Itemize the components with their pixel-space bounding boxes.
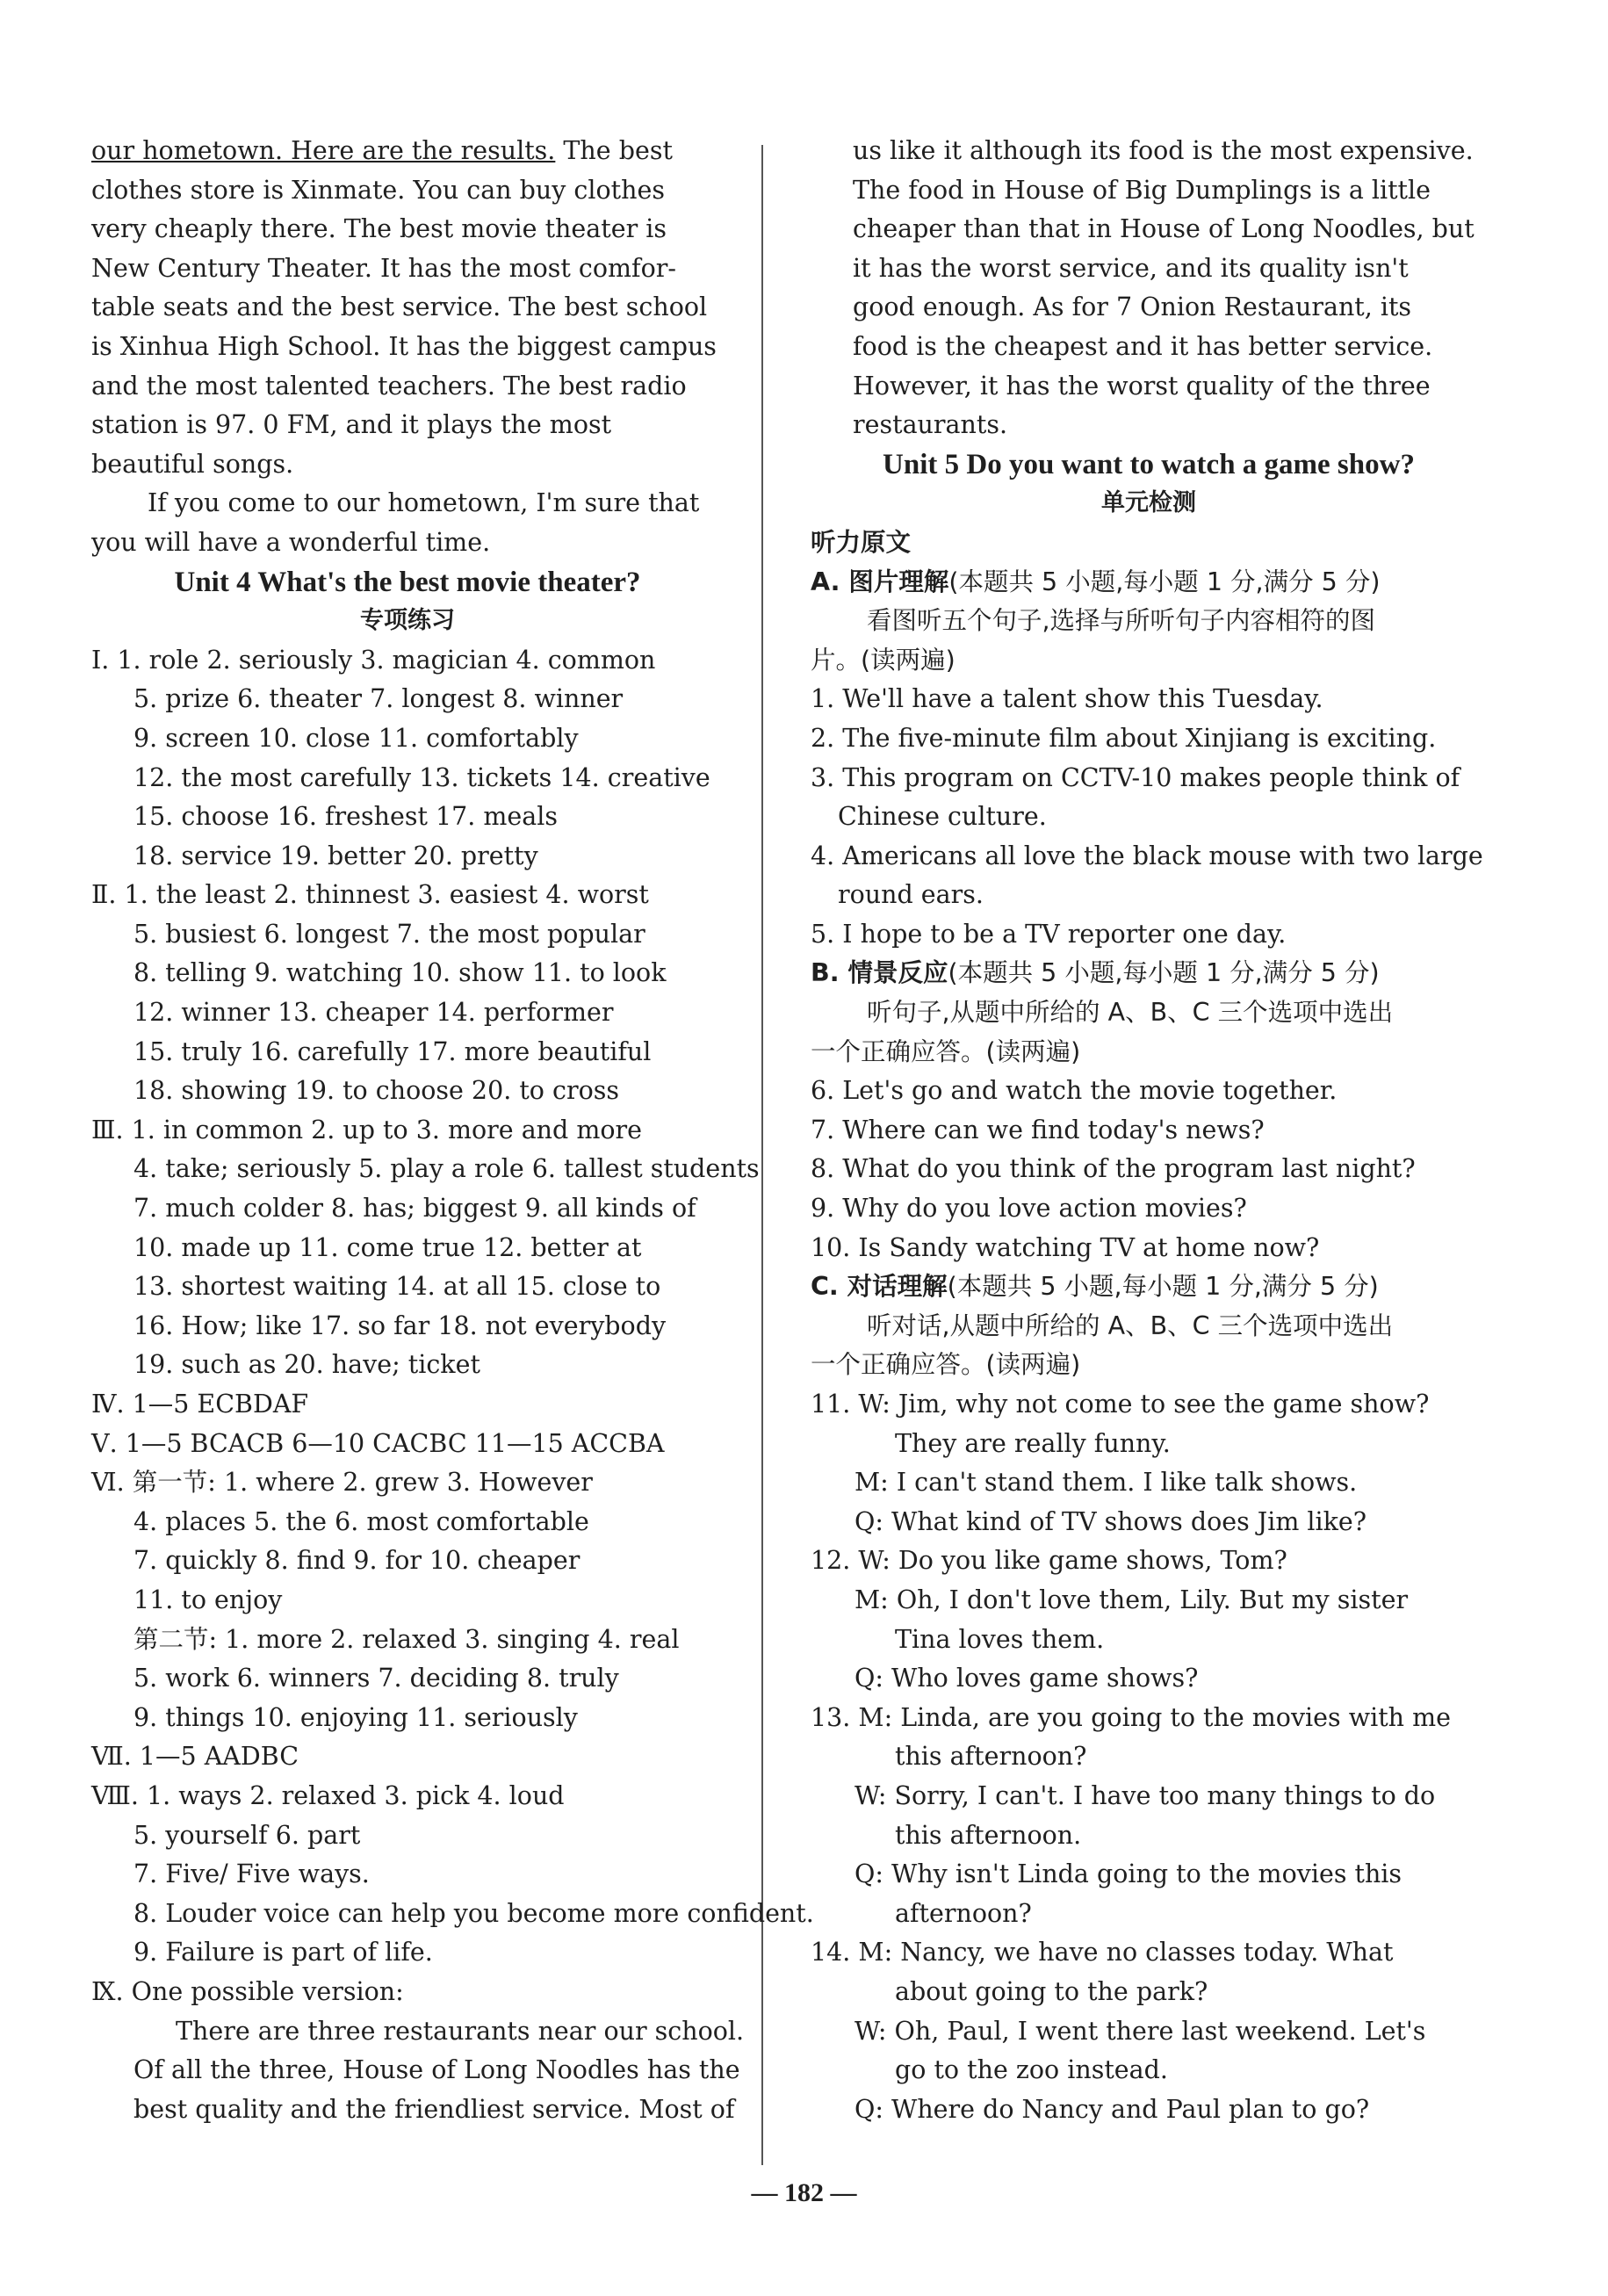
text-line: very cheaply there. The best movie theater is [91, 214, 667, 244]
column-divider [761, 145, 763, 2165]
answer-line: 15. choose 16. freshest 17. meals [133, 802, 558, 832]
answer-line: Ⅲ. 1. in common 2. up to 3. more and more [91, 1115, 643, 1144]
listening-item: 1. We'll have a talent show this Tuesday. [811, 684, 1323, 714]
answer-line: 7. much colder 8. has; biggest 9. all kinds of [133, 1194, 696, 1224]
dialogue-line: Q: Who loves game shows? [854, 1664, 1199, 1693]
section-a-heading: A. 图片理解(本题共 5 小题,每小题 1 分,满分 5 分) [811, 567, 1381, 596]
dialogue-line: go to the zoo instead. [895, 2055, 1168, 2085]
answer-line: best quality and the friendliest service. Most of [133, 2094, 735, 2124]
dialogue-line: 11. W: Jim, why not come to see the game show? [811, 1390, 1430, 1419]
answer-line: 16. How; like 17. so far 18. not everybody [133, 1310, 667, 1340]
text-line: table seats and the best service. The best school [91, 292, 708, 322]
answer-line: 4. places 5. the 6. most comfortable [133, 1506, 589, 1536]
answer-line: Ⅸ. One possible version: [91, 1976, 404, 2006]
dialogue-line: W: Sorry, I can't. I have too many things to do [854, 1780, 1436, 1810]
answer-line: 11. to enjoy [133, 1585, 283, 1614]
section-a-instruction: 片。(读两遍) [811, 645, 955, 675]
answer-line: 19. such as 20. have; ticket [133, 1350, 480, 1380]
dialogue-line: 14. M: Nancy, we have no classes today. What [811, 1938, 1394, 1967]
answer-line: 7. Five/ Five ways. [133, 1859, 370, 1889]
answer-line: Ⅰ. 1. role 2. seriously 3. magician 4. common [91, 645, 656, 675]
answer-line: Ⅵ. 第一节: 1. where 2. grew 3. However [91, 1468, 593, 1498]
answer-line: 4. take; seriously 5. play a role 6. tallest students [133, 1154, 760, 1184]
answer-line: 12. winner 13. cheaper 14. performer [133, 998, 614, 1028]
text-line: New Century Theater. It has the most comfor- [91, 253, 676, 283]
text-line: is Xinhua High School. It has the biggest campus [91, 331, 717, 361]
answer-line: 8. telling 9. watching 10. show 11. to look [133, 958, 667, 988]
section-c-heading: C. 对话理解(本题共 5 小题,每小题 1 分,满分 5 分) [811, 1272, 1379, 1302]
text-line: it has the worst service, and its quality isn't [853, 253, 1409, 283]
section-b-instruction: 一个正确应答。(读两遍) [811, 1036, 1081, 1066]
unit5-title: Unit 5 Do you want to watch a game show? [883, 448, 1415, 480]
dialogue-line: W: Oh, Paul, I went there last weekend. Let's [854, 2016, 1426, 2046]
listening-item: 6. Let's go and watch the movie together. [811, 1076, 1338, 1106]
dialogue-line: 12. W: Do you like game shows, Tom? [811, 1546, 1287, 1576]
answer-line: 12. the most carefully 13. tickets 14. creative [133, 762, 710, 792]
dialogue-line: afternoon? [895, 1898, 1032, 1928]
text-line: clothes store is Xinmate. You can buy clothes [91, 175, 665, 205]
dialogue-line: M: Oh, I don't love them, Lily. But my sister [854, 1585, 1409, 1614]
section-b-heading: B. 情景反应(本题共 5 小题,每小题 1 分,满分 5 分) [811, 958, 1380, 988]
answer-line: Ⅱ. 1. the least 2. thinnest 3. easiest 4. worst [91, 880, 649, 910]
listening-item: 3. This program on CCTV-10 makes people think of [811, 762, 1460, 792]
answer-line: 5. prize 6. theater 7. longest 8. winner [133, 684, 624, 714]
dialogue-line: Q: Where do Nancy and Paul plan to go? [854, 2094, 1370, 2124]
answer-line: 9. things 10. enjoying 11. seriously [133, 1702, 578, 1732]
listening-item: 7. Where can we find today's news? [811, 1115, 1265, 1144]
unit5-subtitle: 单元检测 [1101, 489, 1196, 517]
listening-item: 5. I hope to be a TV reporter one day. [811, 919, 1287, 949]
answer-line: 9. Failure is part of life. [133, 1938, 433, 1967]
section-c-instruction: 听对话,从题中所给的 A、B、C 三个选项中选出 [867, 1310, 1394, 1340]
text-line: However, it has the worst quality of the three [853, 371, 1431, 401]
section-b-instruction: 听句子,从题中所给的 A、B、C 三个选项中选出 [867, 998, 1394, 1028]
listening-item: round ears. [838, 880, 984, 910]
dialogue-line: this afternoon? [895, 1742, 1087, 1772]
answer-line: 5. yourself 6. part [133, 1820, 361, 1850]
listening-item: 4. Americans all love the black mouse with two large [811, 841, 1483, 870]
listening-item: Chinese culture. [838, 802, 1047, 832]
text-line: beautiful songs. [91, 449, 294, 479]
section-c-instruction: 一个正确应答。(读两遍) [811, 1350, 1081, 1380]
left-column [91, 132, 814, 2129]
answer-line: Ⅷ. 1. ways 2. relaxed 3. pick 4. loud [91, 1780, 565, 1810]
right-column [811, 132, 1487, 2129]
answer-line: 9. screen 10. close 11. comfortably [133, 723, 579, 753]
answer-line: 8. Louder voice can help you become more confident. [133, 1898, 814, 1928]
dialogue-line: Q: Why isn't Linda going to the movies this [854, 1859, 1402, 1889]
unit4-subtitle: 专项练习 [360, 607, 455, 635]
text-line: our hometown. Here are the results. The best [91, 136, 673, 165]
text-line: food is the cheapest and it has better service. [853, 331, 1433, 361]
text-line: us like it although its food is the most expensive. [853, 136, 1474, 165]
listening-heading: 听力原文 [811, 527, 912, 557]
answer-line: There are three restaurants near our school. [176, 2016, 745, 2046]
answer-line: 15. truly 16. carefully 17. more beautiful [133, 1036, 652, 1066]
text-line: you will have a wonderful time. [91, 527, 491, 557]
text-line: The food in House of Big Dumplings is a little [853, 175, 1431, 205]
answer-line: 13. shortest waiting 14. at all 15. close to [133, 1272, 661, 1302]
dialogue-line: Q: What kind of TV shows does Jim like? [854, 1506, 1367, 1536]
text-line: station is 97. 0 FM, and it plays the most [91, 410, 612, 440]
answer-line: 18. showing 19. to choose 20. to cross [133, 1076, 619, 1106]
answer-line: 第二节: 1. more 2. relaxed 3. singing 4. real [133, 1624, 680, 1654]
answer-line: Ⅳ. 1—5 ECBDAF [91, 1390, 309, 1419]
dialogue-line: They are really funny. [895, 1428, 1171, 1458]
page-number: — 182 — [751, 2178, 857, 2207]
text-line: and the most talented teachers. The best radio [91, 371, 687, 401]
dialogue-line: 13. M: Linda, are you going to the movies with me [811, 1702, 1451, 1732]
answer-line: Of all the three, House of Long Noodles has the [133, 2055, 740, 2085]
dialogue-line: about going to the park? [895, 1976, 1208, 2006]
answer-line: 7. quickly 8. find 9. for 10. cheaper [133, 1546, 580, 1576]
text-line: restaurants. [853, 410, 1008, 440]
answer-line: 5. busiest 6. longest 7. the most popular [133, 919, 645, 949]
unit4-title: Unit 4 What's the best movie theater? [174, 566, 641, 598]
answer-line: 5. work 6. winners 7. deciding 8. truly [133, 1664, 619, 1693]
listening-item: 9. Why do you love action movies? [811, 1194, 1247, 1224]
listening-item: 10. Is Sandy watching TV at home now? [811, 1232, 1320, 1262]
dialogue-line: this afternoon. [895, 1820, 1082, 1850]
answer-line: 10. made up 11. come true 12. better at [133, 1232, 642, 1262]
answer-line: 18. service 19. better 20. pretty [133, 841, 538, 870]
dialogue-line: M: I can't stand them. I like talk shows. [854, 1468, 1358, 1498]
listening-item: 2. The five-minute film about Xinjiang is exciting. [811, 723, 1437, 753]
text-line: If you come to our hometown, I'm sure that [148, 488, 700, 518]
listening-item: 8. What do you think of the program last night? [811, 1154, 1416, 1184]
section-a-instruction: 看图听五个句子,选择与所听句子内容相符的图 [867, 606, 1376, 636]
text-line: good enough. As for 7 Onion Restaurant, its [853, 292, 1412, 322]
text-line: cheaper than that in House of Long Noodles, but [853, 214, 1475, 244]
dialogue-line: Tina loves them. [895, 1624, 1105, 1654]
answer-line: Ⅴ. 1—5 BCACB 6—10 CACBC 11—15 ACCBA [91, 1428, 665, 1458]
answer-line: Ⅶ. 1—5 AADBC [91, 1742, 299, 1772]
